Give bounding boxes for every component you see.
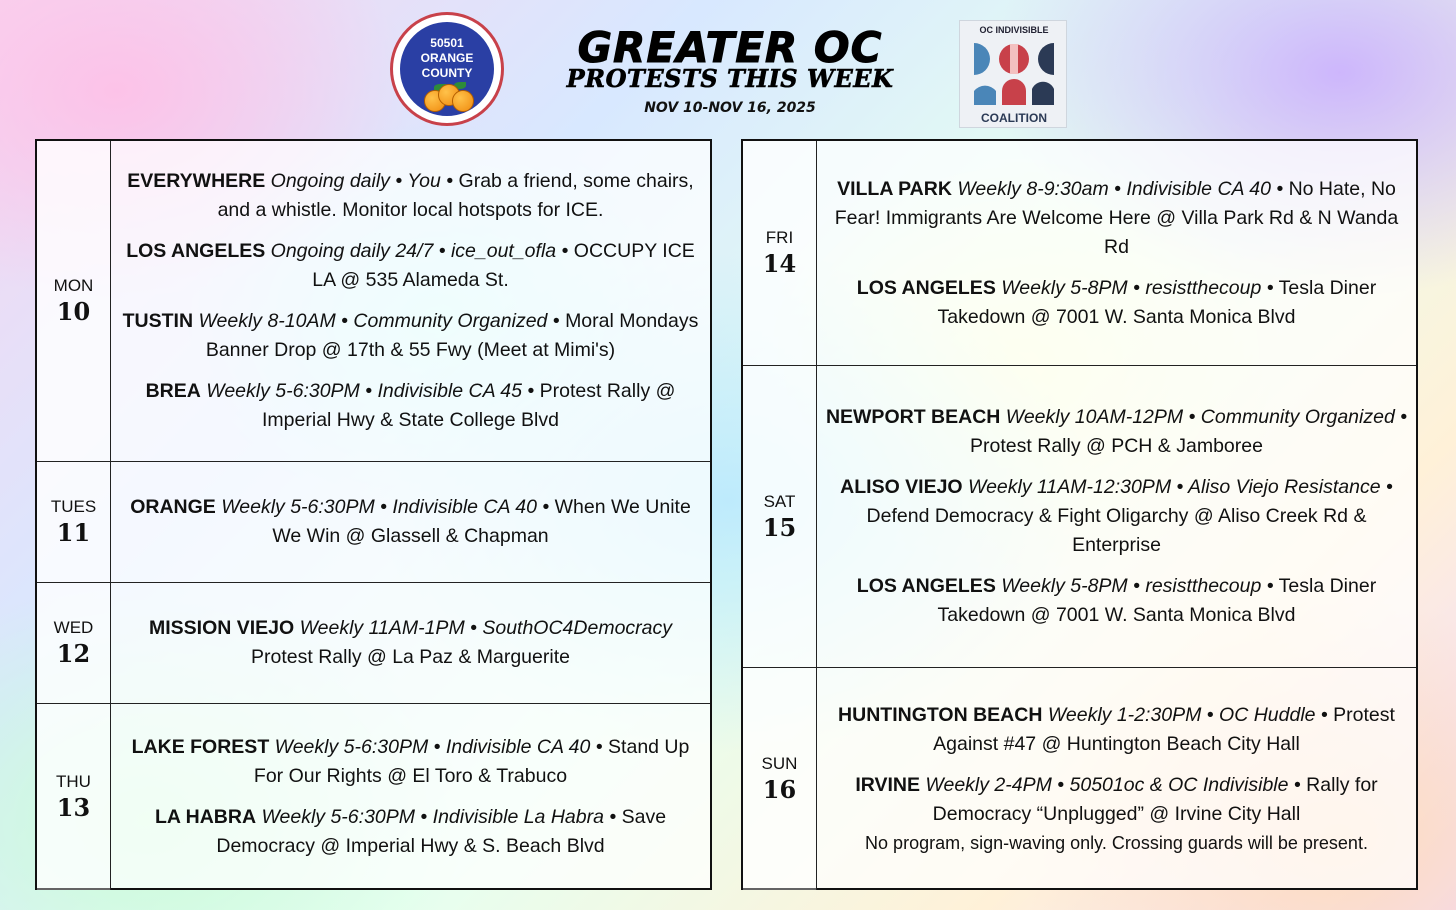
event-description: Protest Rally @ Imperial Hwy & State College Blvd — [262, 380, 676, 431]
day-cell — [743, 366, 817, 667]
event-description: OCCUPY ICE LA @ 535 Alameda St. — [312, 240, 695, 291]
oc-indivisible-coalition-logo — [959, 20, 1067, 128]
event-item — [119, 803, 702, 861]
event-location: LAKE FOREST — [131, 736, 270, 758]
event-description: Save Democracy @ Imperial Hwy & S. Beach Blvd — [216, 806, 667, 857]
event-description: Tesla Diner Takedown @ 7001 W. Santa Monica Blvd — [937, 575, 1377, 626]
event-details: Weekly 8-10AM • Community Organized • — [198, 310, 560, 332]
day-cell — [743, 141, 817, 365]
event-details: Weekly 5-8PM • resistthecoup • — [1001, 276, 1274, 299]
event-location: LA HABRA — [154, 806, 257, 828]
event-item — [119, 377, 702, 435]
event-details: Weekly 5-8PM • resistthecoup • — [1001, 575, 1274, 597]
event-details: Weekly 5-6:30PM • Indivisible CA 40 • — [274, 736, 603, 758]
logo-left-text: 50501 ORANGE COUNTY — [420, 36, 474, 80]
event-item — [825, 274, 1408, 332]
day-name: THU — [56, 772, 91, 791]
page-title: GREATER OC — [577, 23, 883, 72]
day-number: 10 — [56, 297, 91, 326]
event-details: Ongoing daily • You • — [270, 170, 454, 192]
event-description: Stand Up For Our Rights @ El Toro & Trabuco — [253, 736, 690, 787]
event-location: BREA — [145, 380, 201, 402]
schedule-table-right — [741, 139, 1418, 890]
event-item — [825, 473, 1408, 560]
event-details: Weekly 5-6:30PM • Indivisible La Habra • — [261, 806, 617, 828]
day-cell — [37, 462, 111, 582]
day-cell — [37, 704, 111, 890]
event-location: LOS ANGELES — [126, 240, 266, 262]
event-location: ALISO VIEJO — [840, 476, 963, 498]
day-row-tues — [37, 462, 710, 583]
events-cell — [817, 668, 1416, 890]
event-item — [825, 701, 1408, 759]
coalition-shapes-icon — [972, 39, 1056, 109]
event-item — [119, 237, 702, 295]
day-row-thu — [37, 704, 710, 890]
events-cell — [817, 141, 1416, 365]
event-location: LOS ANGELES — [856, 575, 996, 597]
day-cell — [743, 668, 817, 890]
day-number: 15 — [762, 512, 797, 542]
event-description: Protest Rally @ PCH & Jamboree — [970, 435, 1263, 457]
day-row-fri — [743, 141, 1416, 366]
event-location: MISSION VIEJO — [148, 617, 295, 639]
event-item — [119, 733, 702, 791]
event-details: Weekly 2-4PM • 50501oc & OC Indivisible • — [925, 774, 1301, 796]
event-details: Weekly 1-2:30PM • OC Huddle • — [1047, 704, 1328, 726]
event-description: When We Unite We Win @ Glassell & Chapman — [272, 496, 691, 547]
day-cell — [37, 583, 111, 703]
day-name: SAT — [763, 491, 796, 511]
events-cell — [111, 704, 710, 890]
events-cell — [817, 366, 1416, 667]
events-cell — [111, 462, 710, 582]
event-item — [825, 572, 1408, 630]
event-description: Protest Rally @ La Paz & Marguerite — [251, 646, 570, 668]
day-row-sun — [743, 668, 1416, 890]
event-details: Weekly 5-6:30PM • Indivisible CA 40 • — [221, 496, 550, 518]
event-item — [825, 771, 1408, 857]
schedule-table-left — [35, 139, 712, 890]
day-number: 11 — [56, 518, 91, 547]
day-number: 14 — [762, 249, 797, 278]
event-location: IRVINE — [855, 774, 920, 796]
event-location: NEWPORT BEACH — [825, 406, 1001, 428]
event-location: EVERYWHERE — [127, 170, 266, 192]
event-note: No program, sign-waving only. Crossing guards will be present. — [865, 833, 1368, 853]
event-location: ORANGE — [130, 496, 216, 518]
event-item — [119, 167, 702, 225]
event-location: HUNTINGTON BEACH — [838, 704, 1043, 726]
event-details: Weekly 5-6:30PM • Indivisible CA 45 • — [206, 380, 535, 402]
event-description: Tesla Diner Takedown @ 7001 W. Santa Monica Blvd — [937, 276, 1377, 328]
orange-icon — [452, 90, 474, 112]
event-location: TUSTIN — [122, 310, 194, 332]
event-details: Weekly 8-9:30am • Indivisible CA 40 • — [957, 177, 1284, 200]
event-item — [119, 614, 702, 672]
event-description: Grab a friend, some chairs, and a whistle. Monitor local hotspots for ICE. — [217, 170, 694, 221]
event-description: No Hate, No Fear! Immigrants Are Welcome Here @ Villa Park Rd & N Wanda Rd — [834, 177, 1399, 258]
event-item — [119, 307, 702, 365]
day-name: MON — [53, 276, 94, 295]
event-location: LOS ANGELES — [856, 276, 996, 299]
day-row-sat — [743, 366, 1416, 668]
event-details: Weekly 11AM-12:30PM • Aliso Viejo Resistance • — [968, 476, 1393, 498]
day-number: 13 — [56, 793, 91, 822]
events-cell — [111, 583, 710, 703]
day-number: 16 — [762, 775, 797, 804]
day-name: FRI — [765, 228, 794, 247]
event-description: Defend Democracy & Fight Oligarchy @ Aliso Creek Rd & Enterprise — [866, 505, 1367, 556]
date-range: NOV 10-NOV 16, 2025 — [644, 100, 816, 116]
event-item — [119, 493, 702, 551]
day-cell — [37, 141, 111, 461]
events-cell — [111, 141, 710, 461]
day-name: SUN — [761, 754, 798, 773]
event-description: Rally for Democracy “Unplugged” @ Irvine City Hall — [932, 774, 1378, 825]
event-details: Weekly 10AM-12PM • Community Organized • — [1005, 406, 1408, 428]
day-name: WED — [53, 618, 94, 637]
event-details: Weekly 11AM-1PM • SouthOC4Democracy — [299, 617, 673, 639]
event-details: Ongoing daily 24/7 • ice_out_ofla • — [270, 240, 569, 262]
day-row-wed — [37, 583, 710, 704]
logo-right-top-text: OC INDIVISIBLE — [979, 25, 1049, 35]
event-location: VILLA PARK — [837, 177, 952, 200]
event-item — [825, 175, 1408, 262]
50501-orange-county-logo — [390, 12, 504, 126]
day-name: TUES — [50, 497, 97, 516]
event-description: Moral Mondays Banner Drop @ 17th & 55 Fwy (Meet at Mimi's) — [205, 310, 699, 361]
event-item — [825, 403, 1408, 461]
event-description: Protest Against #47 @ Huntington Beach City Hall — [933, 704, 1395, 755]
day-number: 12 — [56, 639, 91, 668]
day-row-mon — [37, 141, 710, 462]
logo-seal — [398, 20, 496, 118]
logo-right-bottom-text: COALITION — [981, 111, 1047, 125]
page-subtitle: PROTESTS THIS WEEK — [566, 64, 894, 93]
